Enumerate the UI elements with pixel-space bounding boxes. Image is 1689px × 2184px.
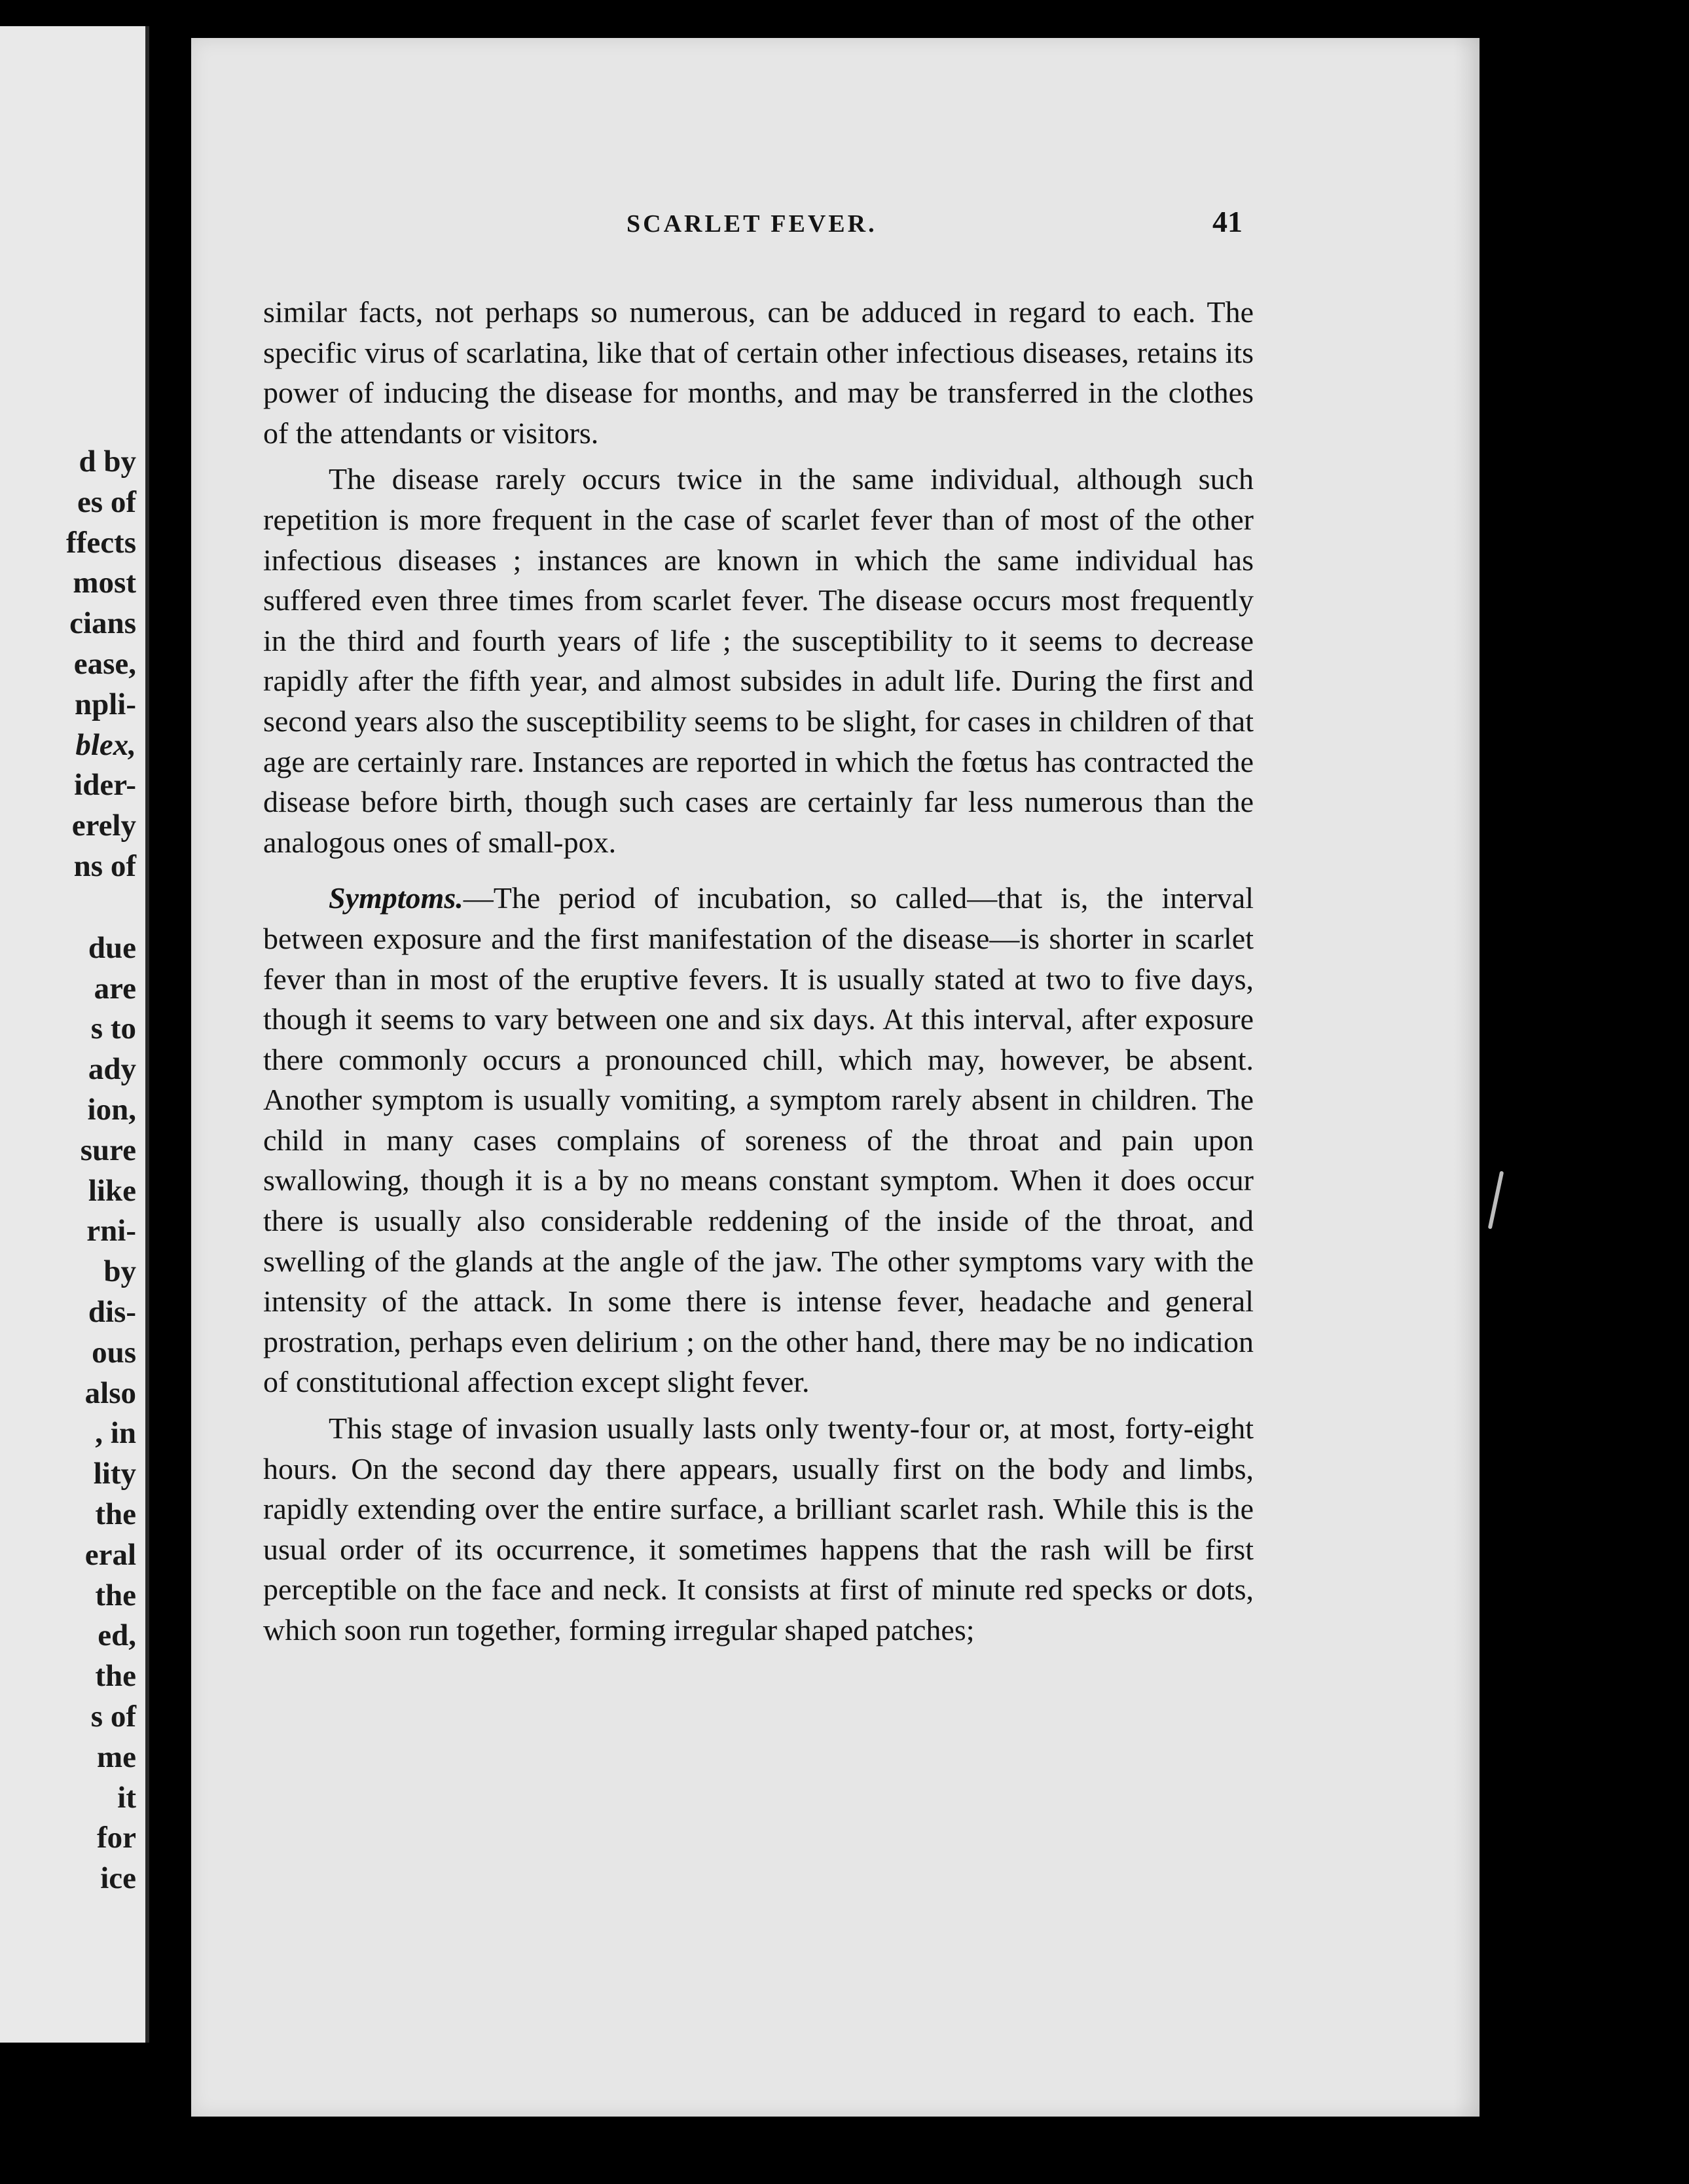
left-page-fragment <box>0 887 136 928</box>
section-heading-symptoms: Symptoms. <box>329 881 463 915</box>
left-page-fragment: for <box>96 1821 136 1855</box>
paragraph-symptoms <box>263 878 1254 1402</box>
left-page-fragment: it <box>117 1780 136 1815</box>
running-title: SCARLET FEVER. <box>627 210 877 238</box>
paragraph-symptoms-text: —The period of incubation, so called—that is, the interval between exposure and the first manifestation of the disease—is shorter in scarlet fever than in most of the eruptive fevers. It is usually stated at two to five days, though it seems to vary between one and six days. At this interval, after exposure there commonly occurs a pronounced chill, which may, however, be absent. Another symptom is usually vomiting, a symptom rarely absent in children. The child in many cases complains of soreness of the throat and pain upon swallowing, though it is a by no means constant symptom. When it does occur there is usually also considerable reddening of the inside of the throat, and swelling of the glands at the angle of the jaw. The other symptoms vary with the intensity of the attack. In some there is intense fever, headache and general prostration, perhaps even delirium ; on the other hand, there may be no indication of constitutional affection except slight fever. <box>263 881 1254 1399</box>
left-page-fragment: the <box>95 1497 136 1531</box>
left-facing-page <box>0 26 149 2043</box>
left-page-fragment: the <box>95 1578 136 1612</box>
left-page-fragment: me <box>96 1739 136 1774</box>
left-page-fragment: ffects <box>66 525 136 560</box>
paragraph-continuation: similar facts, not perhaps so numerous, can be adduced in regard to each. The specific virus of scarlatina, like that of certain other infectious diseases, retains its power of inducing the disease for months, and may be transferred in the clothes of the attendants or visitors. <box>263 295 1254 450</box>
left-page-fragment: ns of <box>73 848 136 883</box>
page-number: 41 <box>1212 205 1243 238</box>
left-page-fragment: ion, <box>87 1092 136 1127</box>
left-page-fragment: lity <box>93 1457 136 1491</box>
left-page-fragment: npli- <box>74 687 136 721</box>
left-page-text-fragments <box>0 442 136 1899</box>
left-page-fragment: like <box>88 1173 136 1208</box>
left-page-fragment: es of <box>77 484 136 519</box>
left-page-fragment: are <box>94 971 136 1006</box>
left-page-fragment: dis- <box>88 1294 136 1329</box>
left-page-fragment: s of <box>90 1699 136 1734</box>
left-page-fragment: the <box>95 1659 136 1694</box>
left-page-fragment: ady <box>88 1052 136 1087</box>
left-page-fragment: also <box>84 1375 136 1410</box>
scan-speck <box>1488 1171 1504 1229</box>
left-page-fragment: ous <box>92 1335 136 1370</box>
paragraph-invasion-stage: This stage of invasion usually lasts only twenty-four or, at most, forty-eight hours. On the second day there appears, usually first on the body and limbs, rapidly extending over the entire surface, a brilliant scarlet rash. While this is the usual order of its occurrence, it sometimes happens that the rash will be first perceptible on the face and neck. It consists at first of minute red specks or dots, which soon run together, forming irregular shaped patches; <box>263 1411 1254 1647</box>
page-header <box>191 205 1480 255</box>
left-page-fragment: by <box>103 1254 136 1289</box>
left-page-fragment: d by <box>79 445 136 479</box>
left-page-fragment: cians <box>69 606 136 641</box>
left-page-fragment: ed, <box>98 1618 136 1653</box>
left-page-fragment: blex, <box>75 727 136 762</box>
left-page-fragment: ider- <box>74 768 136 803</box>
left-page-fragment: most <box>73 566 136 600</box>
left-page-fragment: erely <box>71 809 136 843</box>
left-page-fragment: sure <box>80 1133 136 1167</box>
left-page-fragment: due <box>88 930 136 965</box>
page-edge-shadow <box>1453 38 1480 2117</box>
left-page-fragment: s to <box>90 1011 136 1046</box>
left-page-fragment: rni- <box>86 1214 136 1248</box>
book-page <box>191 38 1480 2117</box>
page-body <box>263 292 1254 1650</box>
left-page-fragment: ice <box>100 1861 136 1896</box>
left-page-fragment: eral <box>84 1537 136 1572</box>
left-page-fragment: , in <box>95 1416 136 1451</box>
left-page-fragment: ease, <box>73 646 136 681</box>
paragraph-recurrence: The disease rarely occurs twice in the same individual, although such repetition is more frequent in the case of scarlet fever than of most of the other infectious diseases ; instances are known in which the same individual has suffered even three times from scarlet fever. The disease occurs most frequently in the third and fourth years of life ; the susceptibility to it seems to decrease rapidly after the fifth year, and almost subsides in adult life. During the first and second years also the susceptibility seems to be slight, for cases in children of that age are certainly rare. Instances are reported in which the fœtus has contracted the disease before birth, though such cases are certainly far less numerous than the analogous ones of small-pox. <box>263 462 1254 859</box>
